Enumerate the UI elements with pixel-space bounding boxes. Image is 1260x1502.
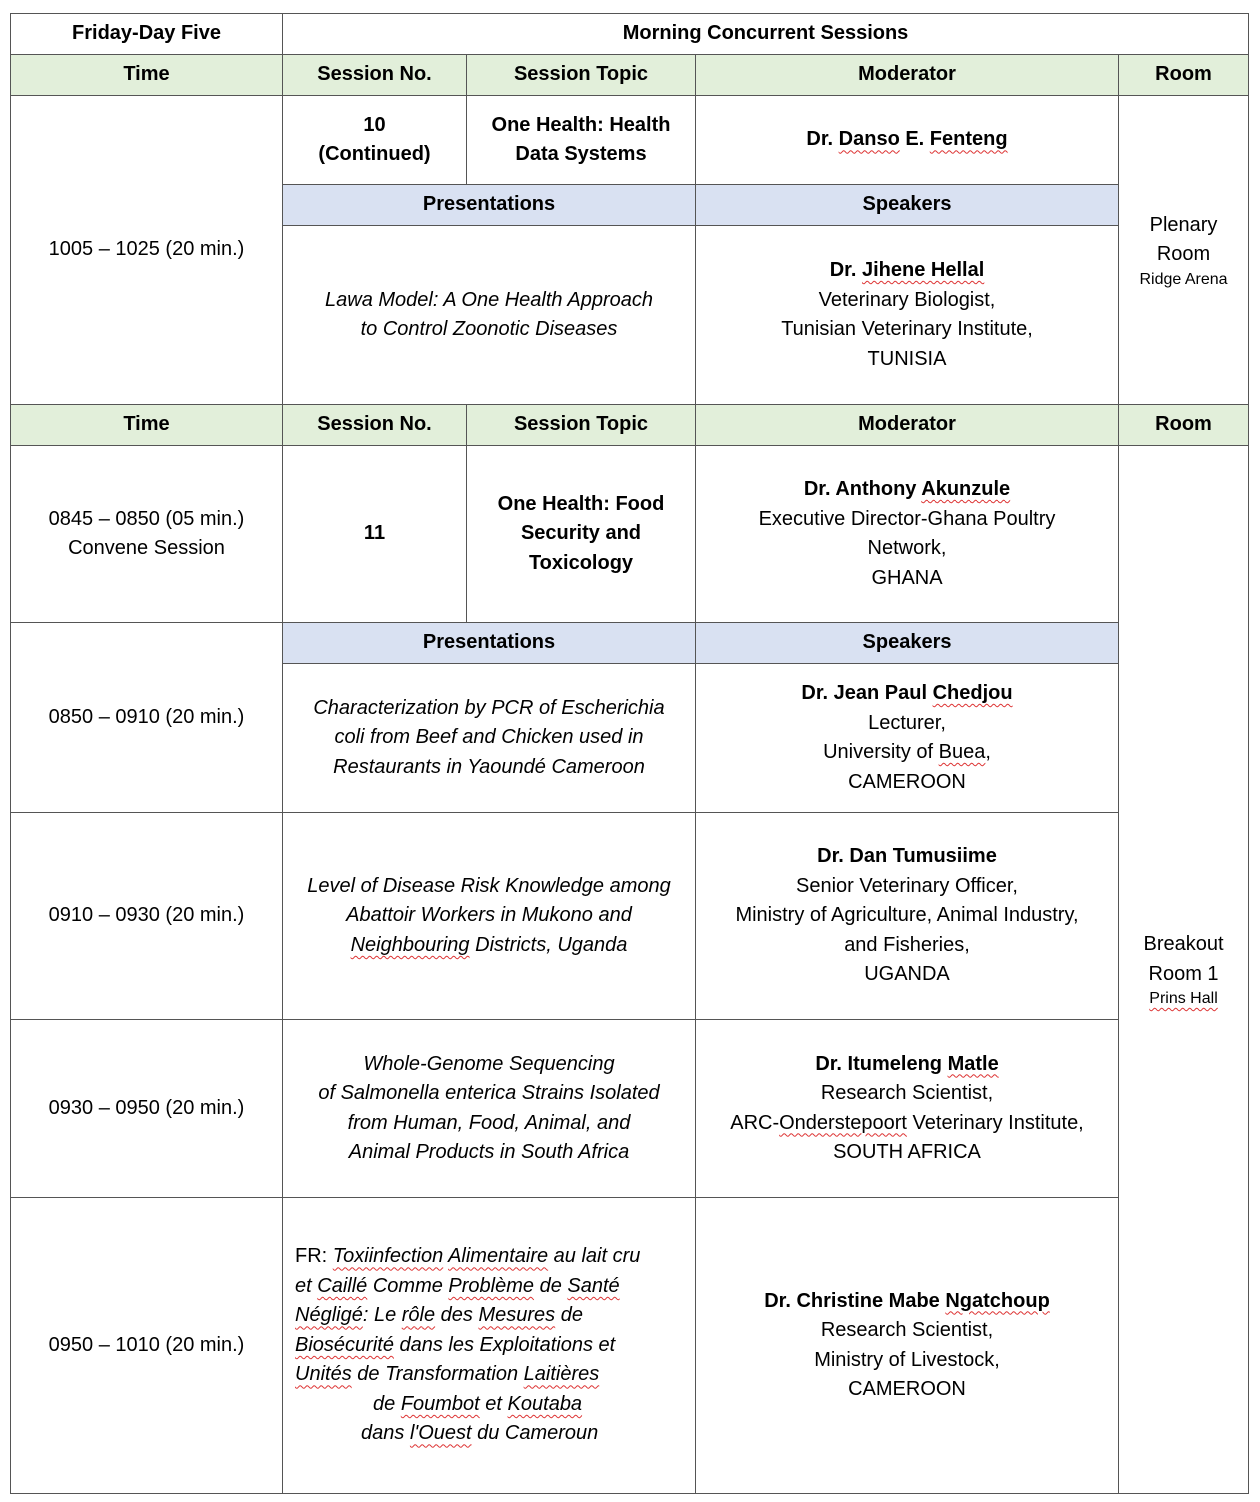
talk-2-title: Level of Disease Risk Knowledge among Abattoir Workers in Mukono and Neighbouring Districts, Uganda <box>283 813 696 1020</box>
talk-2-row <box>11 813 1249 1020</box>
col-room: Room <box>1119 405 1249 446</box>
col-room: Room <box>1119 55 1249 96</box>
talk-1-speaker: Dr. Jean Paul Chedjou Lecturer, University of Buea, CAMEROON <box>696 664 1119 813</box>
talk-2-time: 0910 – 0930 (20 min.) <box>11 813 283 1020</box>
session-10-moderator: Dr. Danso E. Fenteng <box>696 96 1119 185</box>
col-session-no: Session No. <box>283 405 467 446</box>
session-11-row <box>11 446 1249 623</box>
talk-4-time: 0950 – 1010 (20 min.) <box>11 1198 283 1494</box>
talk-3-speaker: Dr. Itumeleng Matle Research Scientist, ARC-Onderstepoort Veterinary Institute, SOUTH AFRICA <box>696 1020 1119 1198</box>
col-session-no: Session No. <box>283 55 467 96</box>
talk-4-row <box>11 1198 1249 1494</box>
session-10-topic: One Health: Health Data Systems <box>467 96 696 185</box>
day-label: Friday-Day Five <box>11 14 283 55</box>
room-venue: Prins Hall <box>1149 990 1218 1007</box>
talk-1-time: 0850 – 0910 (20 min.) <box>11 623 283 813</box>
col-moderator: Moderator <box>696 55 1119 96</box>
column-header-row-2 <box>11 405 1249 446</box>
speaker-cell: Dr. Jihene Hellal Veterinary Biologist, Tunisian Veterinary Institute, TUNISIA <box>696 226 1119 405</box>
presentations-header: Presentations <box>283 185 696 226</box>
col-moderator: Moderator <box>696 405 1119 446</box>
session-11-moderator: Dr. Anthony Akunzule Executive Director-Ghana Poultry Network, GHANA <box>696 446 1119 623</box>
convene-time: 0845 – 0850 (05 min.) Convene Session <box>11 446 283 623</box>
talk-3-title: Whole-Genome Sequencing of Salmonella enterica Strains Isolated from Human, Food, Animal, and Animal Products in South Africa <box>283 1020 696 1198</box>
column-header-row <box>11 55 1249 96</box>
session-11-number: 11 <box>283 446 467 623</box>
col-session-topic: Session Topic <box>467 55 696 96</box>
col-time: Time <box>11 405 283 446</box>
speakers-header: Speakers <box>696 623 1119 664</box>
session-10-number: 10 (Continued) <box>283 96 467 185</box>
room-venue: Ridge Arena <box>1139 270 1228 288</box>
session-10-row <box>11 96 1249 185</box>
schedule-table <box>10 13 1249 1494</box>
speakers-header: Speakers <box>696 185 1119 226</box>
session-11-room: Breakout Room 1 Prins Hall <box>1119 446 1249 1494</box>
talk-4-title: FR: Toxiinfection Alimentaire au lait cru et Caillé Comme Problème de Santé Négligé: Le rôle des Mesures de Biosécurité dans les Exploitations et Unités de Transformation Laitières de Foumbot et Koutaba dans l'Ouest du Cameroun <box>283 1198 696 1494</box>
presentations-header: Presentations <box>283 623 696 664</box>
col-session-topic: Session Topic <box>467 405 696 446</box>
talk-4-speaker: Dr. Christine Mabe Ngatchoup Research Scientist, Ministry of Livestock, CAMEROON <box>696 1198 1119 1494</box>
talk-1-title: Characterization by PCR of Escherichia coli from Beef and Chicken used in Restaurants in Yaoundé Cameroon <box>283 664 696 813</box>
program-table-wrapper <box>10 13 1249 1494</box>
presentations-header-row-2 <box>11 623 1249 664</box>
session-11-topic: One Health: Food Security and Toxicology <box>467 446 696 623</box>
session-10-time: 1005 – 1025 (20 min.) <box>11 96 283 405</box>
sessions-title: Morning Concurrent Sessions <box>283 14 1249 55</box>
session-10-room: Plenary Room Ridge Arena <box>1119 96 1249 405</box>
col-time: Time <box>11 55 283 96</box>
presentation-title: Lawa Model: A One Health Approach to Control Zoonotic Diseases <box>283 226 696 405</box>
talk-3-time: 0930 – 0950 (20 min.) <box>11 1020 283 1198</box>
talk-2-speaker: Dr. Dan Tumusiime Senior Veterinary Officer, Ministry of Agriculture, Animal Industry, and Fisheries, UGANDA <box>696 813 1119 1020</box>
talk-3-row <box>11 1020 1249 1198</box>
title-row <box>11 14 1249 55</box>
